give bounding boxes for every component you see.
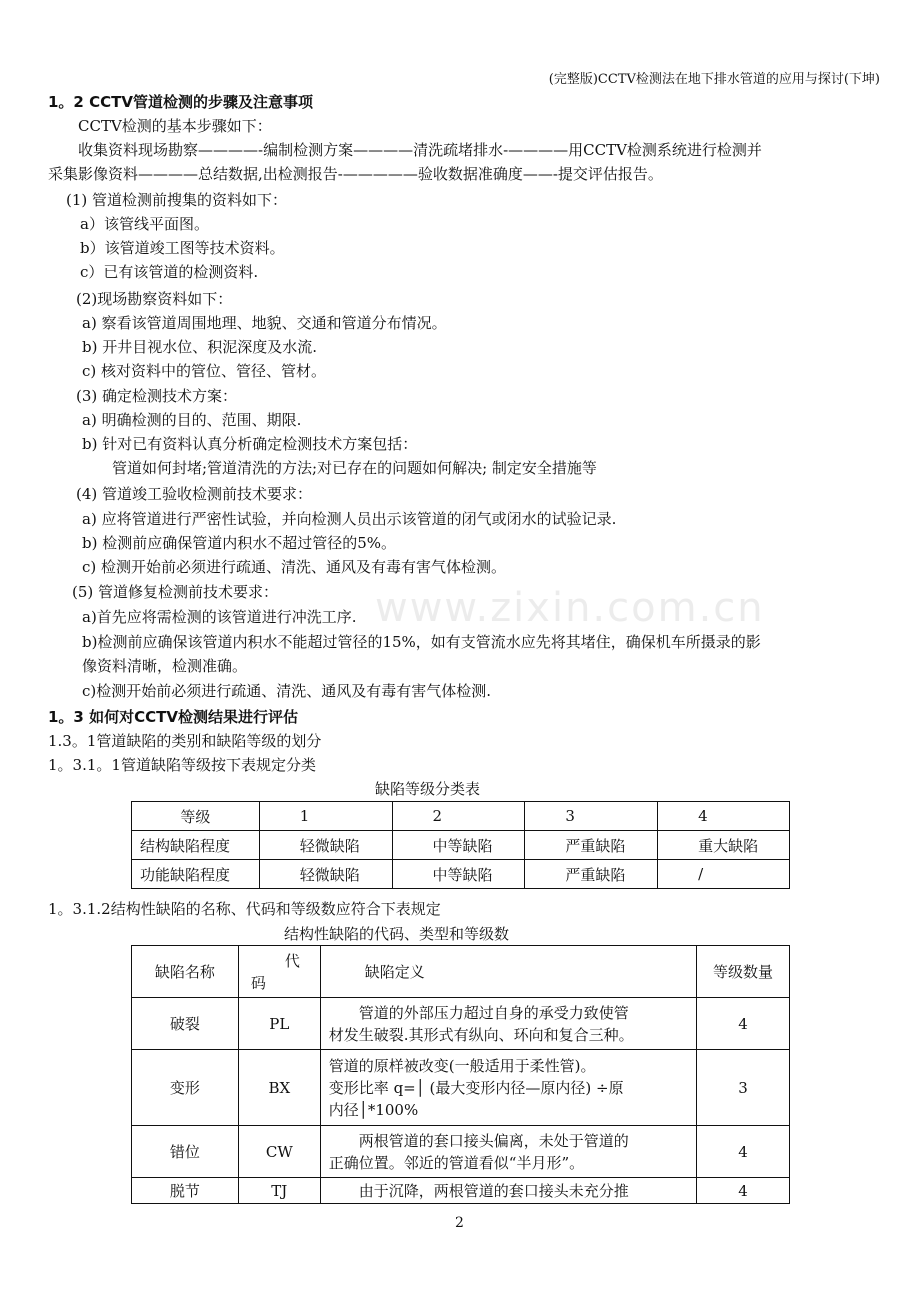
p4-c: c) 检测开始前必须进行疏通、清洗、通风及有毒有害气体检测。 (82, 558, 507, 576)
watermark: www.zixin.com.cn (375, 585, 765, 631)
subsection-1-3-1: 1.3。1管道缺陷的类别和缺陷等级的划分 (48, 732, 322, 750)
p2-b: b) 开井目视水位、积泥深度及水流. (82, 338, 317, 356)
column-header-definition: 缺陷定义 (320, 946, 696, 998)
defect-name: 脱节 (132, 1178, 239, 1204)
defect-definition (320, 1178, 696, 1204)
definition-line: 内径│*100% (328, 1100, 419, 1119)
p2-a: a) 察看该管道周围地理、地貌、交通和管道分布情况。 (82, 314, 447, 332)
p5-c: c)检测开始前必须进行疏通、清洗、通风及有毒有害气体检测. (82, 682, 492, 700)
column-header-name: 缺陷名称 (132, 946, 239, 998)
definition-line: 正确位置。邻近的管道看似“半月形”。 (328, 1153, 585, 1172)
table-row (132, 1050, 790, 1126)
definition-line: 材发生破裂.其形式有纵向、环向和复合三种。 (328, 1025, 634, 1044)
p4-a: a) 应将管道进行严密性试验，并向检测人员出示该管道的闭气或闭水的试验记录. (82, 510, 617, 528)
defect-code: BX (238, 1050, 320, 1126)
defect-table (131, 945, 790, 1204)
column-header-code-top: 代 (284, 951, 300, 970)
defect-levels: 4 (697, 998, 790, 1050)
defect-definition (320, 1050, 696, 1126)
table-row (132, 1126, 790, 1178)
defect-definition (320, 1126, 696, 1178)
definition-line: 由于沉降，两根管道的套口接头未充分推 (358, 1181, 629, 1200)
subsection-1-3-1-2: 1。3.1.2结构性缺陷的名称、代码和等级数应符合下表规定 (48, 900, 441, 918)
table-row (132, 831, 790, 860)
p4-title: (4) 管道竣工验收检测前技术要求： (76, 485, 313, 503)
p3-a: a) 明确检测的目的、范围、期限. (82, 411, 302, 429)
defect-name: 破裂 (132, 998, 239, 1050)
table-cell: 中等缺陷 (392, 831, 525, 860)
table-cell: 严重缺陷 (525, 831, 658, 860)
p1-title: (1) 管道检测前搜集的资料如下： (66, 191, 288, 209)
table-header-row (132, 946, 790, 998)
p2-c: c) 核对资料中的管位、管径、管材。 (82, 362, 327, 380)
p1-b: b）该管道竣工图等技术资料。 (80, 239, 285, 257)
table-row (132, 1178, 790, 1204)
subsection-1-3-1-1: 1。3.1。1管道缺陷等级按下表规定分类 (48, 756, 316, 774)
table-cell: 1 (259, 802, 392, 831)
p1-a: a）该管线平面图。 (80, 215, 209, 233)
defect-code: PL (238, 998, 320, 1050)
p5-a: a)首先应将需检测的该管道进行冲洗工序. (82, 608, 357, 626)
p2-title: (2)现场勘察资料如下： (76, 290, 233, 308)
defect-code: CW (238, 1126, 320, 1178)
section-heading-1-2: 1。2 CCTV管道检测的步骤及注意事项 (48, 93, 313, 111)
table-cell: 3 (525, 802, 658, 831)
definition-line: 管道的原样被改变(一般适用于柔性管)。 (328, 1056, 596, 1075)
table-row (132, 802, 790, 831)
column-header-code-bottom: 码 (250, 973, 266, 992)
p3-b: b) 针对已有资料认真分析确定检测技术方案包括： (82, 435, 418, 453)
steps-line-2: 采集影像资料————总结数据,出检测报告-—————验收数据准确度——-提交评估报告。 (48, 165, 663, 183)
p5-title: (5) 管道修复检测前技术要求： (72, 583, 279, 601)
table-cell: 中等缺陷 (392, 860, 525, 889)
p3-title: (3) 确定检测技术方案： (76, 387, 238, 405)
running-header: (完整版)CCTV检测法在地下排水管道的应用与探讨(下坤) (548, 72, 880, 87)
defect-name: 变形 (132, 1050, 239, 1126)
steps-line-1: 收集资料现场勘察————-编制检测方案————清洗疏堵排水-————用CCTV检测系统进行检测并 (78, 141, 762, 159)
defect-levels: 4 (697, 1126, 790, 1178)
defect-definition (320, 998, 696, 1050)
table-cell: 重大缺陷 (658, 831, 790, 860)
table-row (132, 860, 790, 889)
grade-table-caption: 缺陷等级分类表 (375, 780, 481, 798)
p4-b: b) 检测前应确保管道内积水不超过管径的5%。 (82, 534, 397, 552)
column-header-levels: 等级数量 (697, 946, 790, 998)
column-header-code (238, 946, 320, 998)
defect-levels: 3 (697, 1050, 790, 1126)
table-cell: 轻微缺陷 (259, 860, 392, 889)
p5-b-1: b)检测前应确保该管道内积水不能超过管径的15%，如有支管流水应先将其堵住，确保机车所摄录的影 (82, 633, 761, 651)
table-row (132, 998, 790, 1050)
page-number: 2 (455, 1215, 464, 1231)
table-cell: 功能缺陷程度 (132, 860, 260, 889)
table-cell: 结构缺陷程度 (132, 831, 260, 860)
defect-code: TJ (238, 1178, 320, 1204)
p1-c: c）已有该管道的检测资料. (80, 263, 259, 281)
intro-text: CCTV检测的基本步骤如下： (78, 117, 272, 135)
table-cell: / (658, 860, 790, 889)
p3-b-detail: 管道如何封堵;管道清洗的方法;对已存在的问题如何解决; 制定安全措施等 (112, 459, 597, 477)
grade-table (131, 801, 790, 889)
table-cell: 2 (392, 802, 525, 831)
table-cell: 等级 (132, 802, 260, 831)
p5-b-2: 像资料清晰，检测准确。 (82, 657, 248, 675)
section-heading-1-3: 1。3 如何对CCTV检测结果进行评估 (48, 708, 298, 726)
defect-table-caption: 结构性缺陷的代码、类型和等级数 (284, 925, 510, 943)
table-cell: 轻微缺陷 (259, 831, 392, 860)
definition-line: 两根管道的套口接头偏离，未处于管道的 (358, 1131, 629, 1150)
definition-line: 变形比率 q=│ (最大变形内径—原内径) ÷原 (328, 1078, 624, 1097)
table-cell: 4 (658, 802, 790, 831)
table-cell: 严重缺陷 (525, 860, 658, 889)
defect-name: 错位 (132, 1126, 239, 1178)
definition-line: 管道的外部压力超过自身的承受力致使管 (358, 1003, 629, 1022)
defect-levels: 4 (697, 1178, 790, 1204)
